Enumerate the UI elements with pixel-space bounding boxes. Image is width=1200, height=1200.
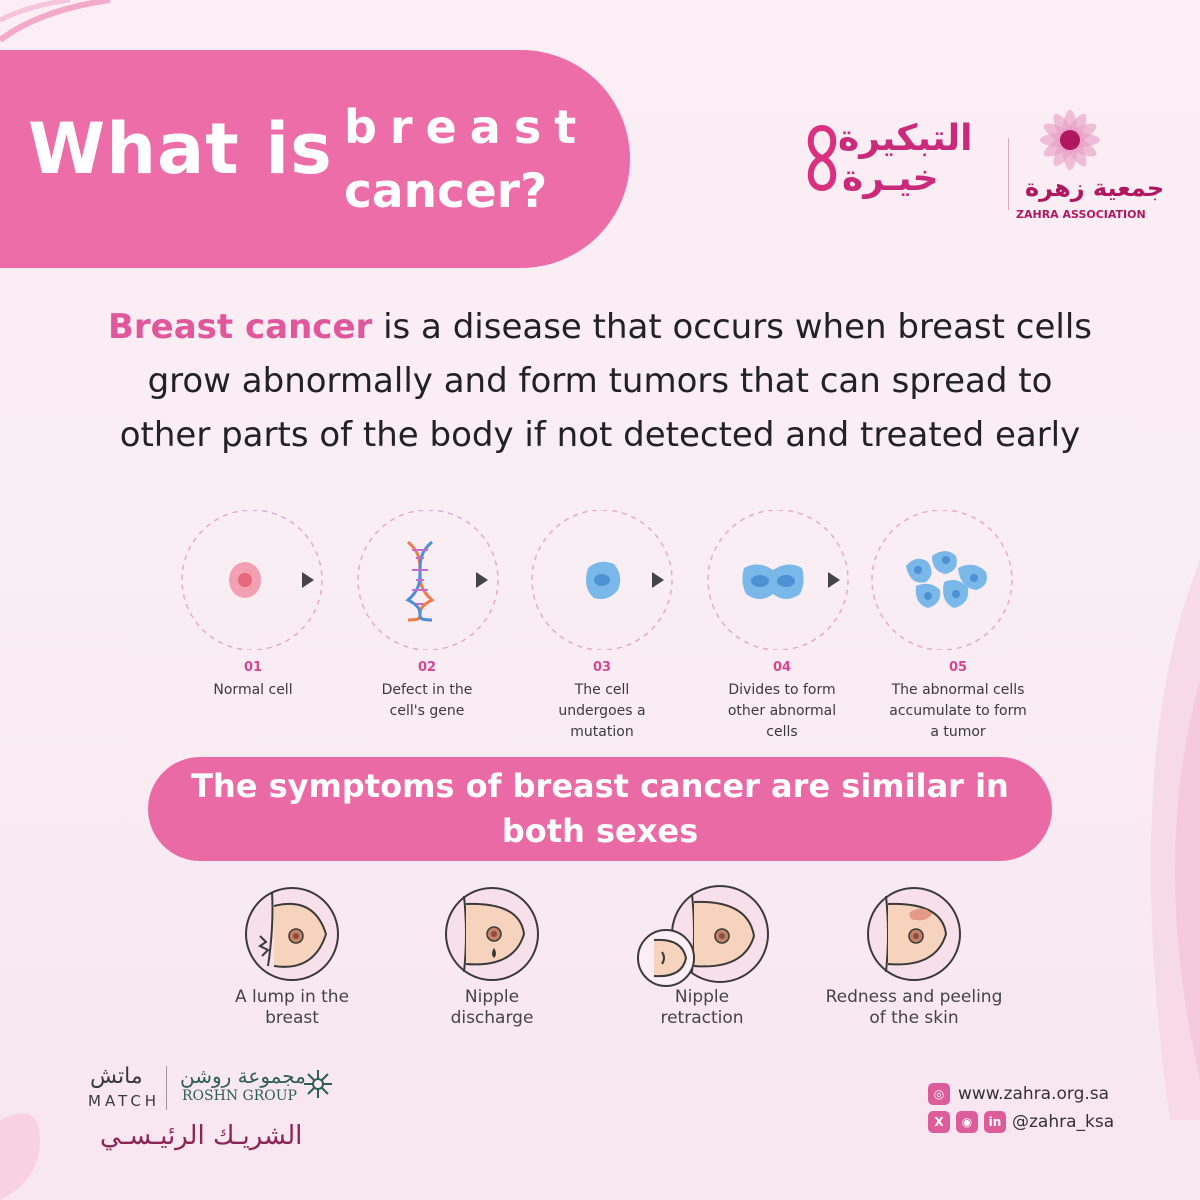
social-handle[interactable]: @zahra_ksa	[1012, 1112, 1115, 1132]
nipple-retraction-icon	[636, 882, 774, 992]
decorative-petal-icon	[1080, 560, 1200, 1120]
symptom-label: Redness and peeling of the skin	[825, 987, 1003, 1028]
stage-label: The cell undergoes a mutation	[558, 682, 646, 740]
decorative-heart-icon	[0, 1100, 90, 1200]
tumor-cells-icon	[896, 546, 996, 618]
match-logo-arabic: ماتش	[90, 1064, 143, 1089]
match-logo-english: MATCH	[88, 1092, 161, 1110]
pink-ribbon-icon	[802, 118, 842, 198]
campaign-logo-line2: خيـرة	[842, 158, 939, 199]
stage-number: 01	[243, 660, 263, 675]
stage-number: 05	[948, 660, 968, 675]
intro-text: is a disease that occurs when breast cells grow abnormally and form tumors that can spread to other parts of the body if not detected and treated early	[119, 307, 1092, 455]
stage-number: 02	[417, 660, 437, 675]
title-what: What is	[28, 108, 333, 190]
stages-diagram	[170, 510, 1030, 650]
globe-icon: ◎	[928, 1083, 950, 1105]
mutated-cell-icon	[580, 558, 624, 602]
normal-cell-icon	[225, 560, 265, 600]
intro-paragraph	[100, 300, 1100, 462]
stage-number: 03	[592, 660, 612, 675]
dna-icon	[402, 540, 438, 622]
stage-label: The abnormal cells accumulate to form a tumor	[889, 682, 1027, 740]
stage-label: Defect in the cell's gene	[381, 682, 473, 719]
roshn-logo-arabic: مجموعة روشن	[180, 1064, 306, 1088]
logo-divider	[1008, 138, 1009, 210]
symptom-label: A lump in the breast	[234, 987, 350, 1028]
breast-lump-icon	[244, 886, 340, 982]
x-social-icon[interactable]: X	[928, 1111, 950, 1133]
stage-label: Normal cell	[213, 682, 293, 698]
zahra-name-arabic: جمعية زهرة	[1025, 174, 1165, 202]
symptoms-title: The symptoms of breast cancer are similar in both sexes	[191, 767, 1009, 850]
stage-number: 04	[772, 660, 792, 675]
dividing-cells-icon	[740, 560, 806, 602]
main-partner-label: الشريـك الرئيـسـي	[100, 1121, 303, 1151]
symptom-label: Nipple retraction	[660, 987, 744, 1028]
website-link[interactable]: www.zahra.org.sa	[958, 1084, 1110, 1104]
campaign-logo-line1: التبكيرة	[838, 118, 973, 159]
zahra-name-english: ZAHRA ASSOCIATION	[1016, 208, 1146, 221]
instagram-icon[interactable]: ◉	[956, 1111, 978, 1133]
partner-divider	[166, 1066, 167, 1110]
roshn-logo-english: ROSHN GROUP	[182, 1088, 297, 1104]
zahra-flower-logo-icon	[1030, 100, 1110, 180]
nipple-discharge-icon	[444, 886, 540, 982]
title-breast: breast	[344, 100, 590, 154]
stage-label: Divides to form other abnormal cells	[727, 682, 837, 740]
title-cancer: cancer?	[344, 164, 548, 219]
intro-highlight: Breast cancer	[107, 307, 373, 347]
linkedin-icon[interactable]: in	[984, 1111, 1006, 1133]
symptom-label: Nipple discharge	[450, 987, 534, 1028]
skin-redness-icon	[866, 886, 962, 982]
